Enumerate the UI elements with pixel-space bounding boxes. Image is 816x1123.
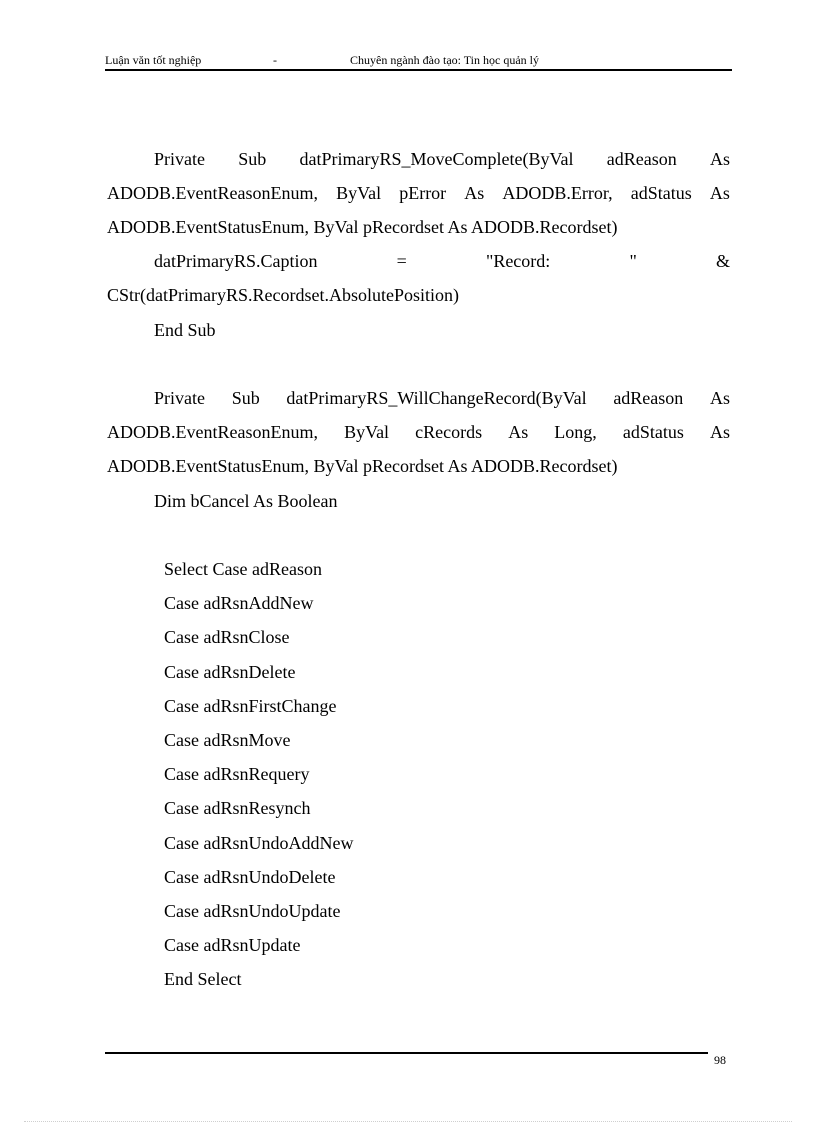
word: As — [709, 422, 730, 442]
code-line-b1-5: CStr(datPrimaryRS.Recordset.AbsolutePosition) — [107, 285, 459, 305]
header-rule — [105, 69, 732, 71]
code-line-b1-1 — [154, 147, 730, 171]
page-number: 98 — [714, 1053, 726, 1067]
select-line: Case adRsnMove — [164, 730, 291, 750]
code-line-b1-end: End Sub — [154, 320, 216, 340]
word: ADODB.EventReasonEnum, — [107, 422, 318, 442]
word: "Record: — [485, 251, 551, 271]
word: adStatus — [622, 422, 684, 442]
select-line: Case adRsnUndoAddNew — [164, 833, 354, 853]
page-edge-dots — [24, 1121, 792, 1122]
word: Sub — [238, 149, 267, 169]
word: Private — [154, 388, 205, 408]
word: datPrimaryRS.Caption — [154, 251, 318, 271]
code-line-b2-1 — [154, 386, 730, 410]
select-line: Case adRsnFirstChange — [164, 696, 337, 716]
select-line: Case adRsnAddNew — [164, 593, 314, 613]
word: Sub — [231, 388, 260, 408]
word: ByVal — [344, 422, 390, 442]
word: As — [508, 422, 529, 442]
code-line-b1-4 — [154, 249, 730, 273]
select-line: Select Case adReason — [164, 559, 322, 579]
select-line: Case adRsnUndoDelete — [164, 867, 336, 887]
code-line-b2-2 — [107, 420, 730, 444]
select-line: Case adRsnRequery — [164, 764, 310, 784]
select-line: Case adRsnClose — [164, 627, 290, 647]
footer-rule — [105, 1052, 708, 1054]
word: = — [396, 251, 407, 271]
select-line: Case adRsnResynch — [164, 798, 311, 818]
word: datPrimaryRS_WillChangeRecord(ByVal — [286, 388, 587, 408]
word: adStatus — [630, 183, 692, 203]
header-separator: - — [273, 53, 277, 67]
code-line-b1-2 — [107, 181, 730, 205]
word: Long, — [554, 422, 597, 442]
word: & — [715, 251, 730, 271]
select-line: Case adRsnUndoUpdate — [164, 901, 341, 921]
word: As — [709, 149, 730, 169]
word: ByVal — [336, 183, 382, 203]
select-line: Case adRsnUpdate — [164, 935, 301, 955]
header-right-text: Chuyên ngành đào tạo: Tin học quản lý — [350, 53, 539, 67]
code-line-b2-3: ADODB.EventStatusEnum, ByVal pRecordset As ADODB.Recordset) — [107, 456, 618, 476]
header-left-text: Luận văn tốt nghiệp — [105, 53, 202, 67]
word: ADODB.Error, — [502, 183, 613, 203]
select-line: End Select — [164, 969, 242, 989]
word: adReason — [613, 388, 684, 408]
word: datPrimaryRS_MoveComplete(ByVal — [299, 149, 574, 169]
word: As — [464, 183, 485, 203]
word: Private — [154, 149, 205, 169]
word: " — [629, 251, 637, 271]
word: adReason — [606, 149, 677, 169]
code-line-b1-3: ADODB.EventStatusEnum, ByVal pRecordset As ADODB.Recordset) — [107, 217, 618, 237]
word: pError — [399, 183, 447, 203]
select-line: Case adRsnDelete — [164, 662, 296, 682]
word: As — [709, 183, 730, 203]
word: As — [709, 388, 730, 408]
word: ADODB.EventReasonEnum, — [107, 183, 318, 203]
word: cRecords — [415, 422, 483, 442]
code-line-b2-dim: Dim bCancel As Boolean — [154, 491, 338, 511]
